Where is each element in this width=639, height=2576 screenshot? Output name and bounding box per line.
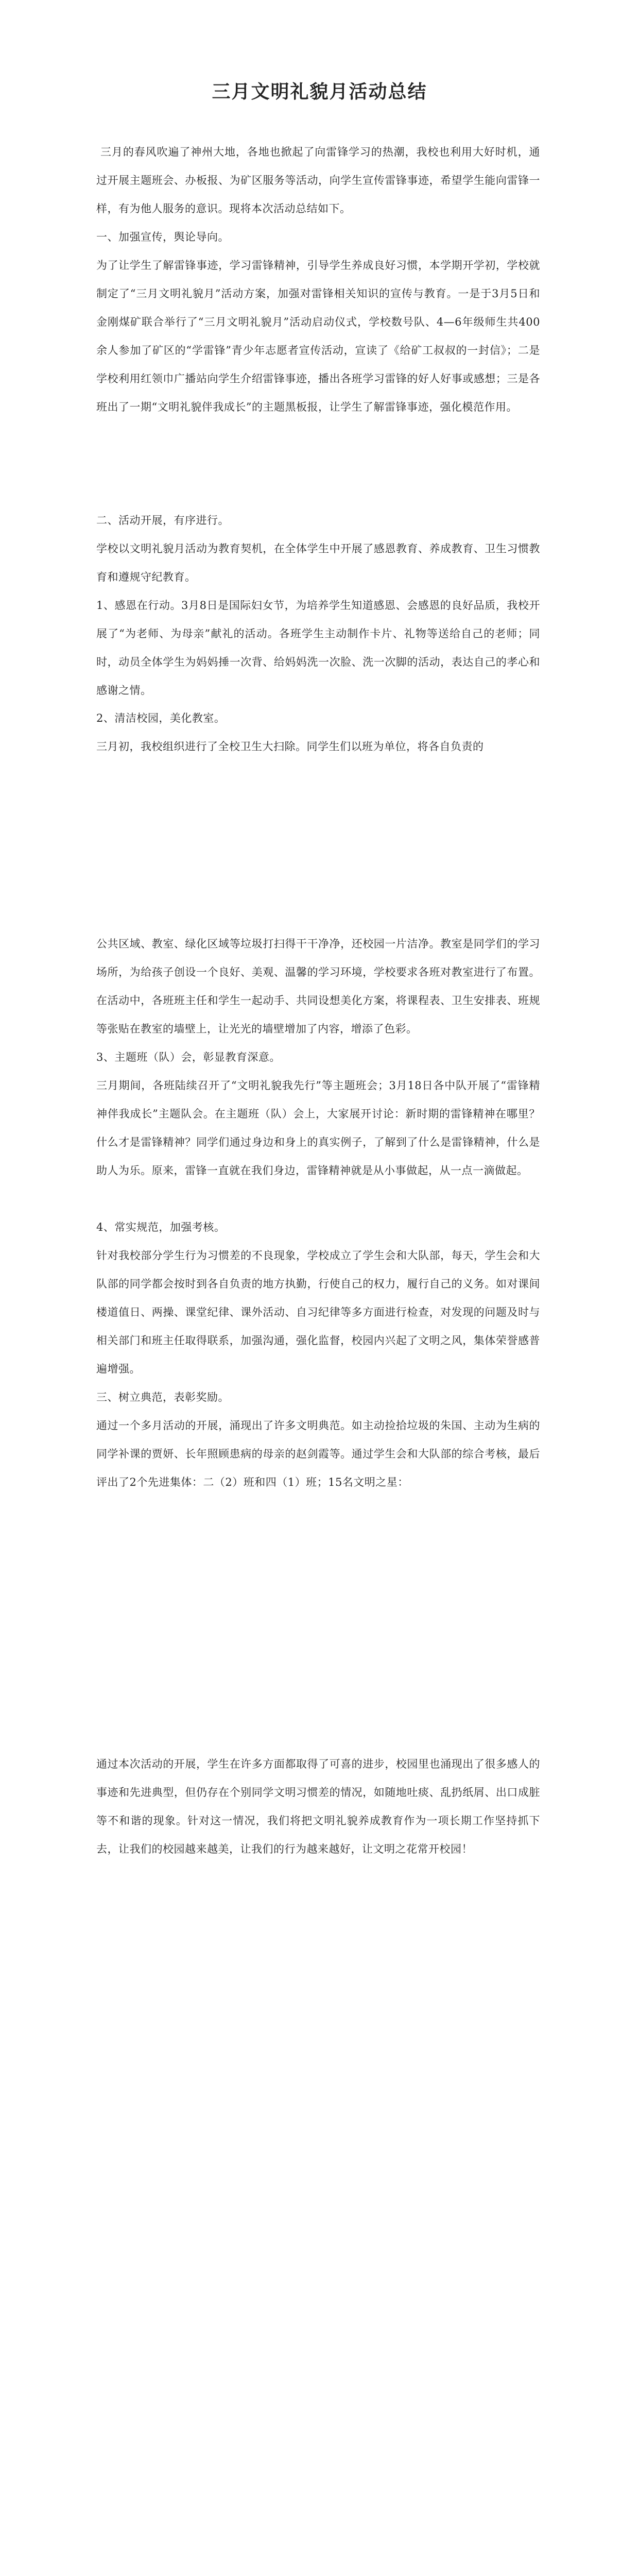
document-title: 三月文明礼貌月活动总结: [212, 81, 427, 103]
paragraph-activities: 学校以文明礼貌月活动为教育契机，在全体学生中开展了感恩教育、养成教育、卫生习惯教育和遵规守纪教育。: [96, 543, 540, 583]
section-heading-1: 一、加强宣传，舆论导向。: [96, 231, 229, 243]
paragraph-standards: 针对我校部分学生行为习惯差的不良现象，学校成立了学生会和大队部，每天，学生会和大队部的同学都会按时到各自负责的地方执勤，行使自己的权力，履行自己的义务。如对课间楼道值日、两操、课堂纪律、课外活动、自习纪律等多方面进行检查，对发现的问题及时与相关部门和班主任取得联系，加强沟通，强化监督，校园内兴起了文明之风，集体荣誉感普遍增强。: [96, 1249, 540, 1375]
intro-paragraph: 三月的春风吹遍了神州大地，各地也掀起了向雷锋学习的热潮，我校也利用大好时机，通过开展主题班会、办板报、为矿区服务等活动，向学生宣传雷锋事迹，希望学生能向雷锋一样，有为他人服务的意识。现将本次活动总结如下。: [96, 146, 540, 215]
paragraph-gratitude: 1、感恩在行动。3月8日是国际妇女节，为培养学生知道感恩、会感恩的良好品质，我校开展了“为老师、为母亲”献礼的活动。各班学生主动制作卡片、礼物等送给自己的老师；同时，动员全体学生为妈妈捶一次背、给妈妈洗一次脸、洗一次脚的活动，表达自己的孝心和感谢之情。: [96, 599, 540, 697]
paragraph-awards: 通过一个多月活动的开展，涌现出了许多文明典范。如主动捡拾垃圾的朱国、主动为生病的同学补课的贾妍、长年照顾患病的母亲的赵剑霞等。通过学生会和大队部的综合考核，最后评出了2个先进集体：二（2）班和四（1）班；15名文明之星：: [96, 1419, 540, 1488]
section-heading-3: 三、树立典范，表彰奖励。: [96, 1391, 229, 1403]
paragraph-cleaning-cont: 公共区域、教室、绿化区域等垃圾打扫得干干净净，还校园一片洁净。教室是同学们的学习场所，为给孩子创设一个良好、美观、温馨的学习环境，学校要求各班对教室进行了布置。在活动中，各班班主任和学生一起动手、共同设想美化方案，将课程表、卫生安排表、班规等张贴在教室的墙壁上，让光光的墙壁增加了内容，增添了色彩。: [96, 938, 540, 1035]
subheading-clean-campus: 2、清洁校园，美化教室。: [96, 712, 226, 724]
subheading-class-meeting: 3、主题班（队）会，彰显教育深意。: [96, 1051, 281, 1063]
section-heading-2: 二、活动开展，有序进行。: [96, 514, 229, 527]
paragraph-publicity: 为了让学生了解雷锋事迹，学习雷锋精神，引导学生养成良好习惯，本学期开学初，学校就制定了“三月文明礼貌月”活动方案，加强对雷锋相关知识的宣传与教育。一是于3月5日和金刚煤矿联合举行了“三月文明礼貌月”活动启动仪式，学校数号队、4—6年级师生共400余人参加了矿区的“学雷锋”青少年志愿者宣传活动，宣读了《给矿工叔叔的一封信》；二是学校利用红领巾广播站向学生介绍雷锋事迹，播出各班学习雷锋的好人好事或感想；三是各班出了一期“文明礼貌伴我成长”的主题黑板报，让学生了解雷锋事迹，强化模范作用。: [96, 259, 540, 413]
paragraph-cleaning-start: 三月初，我校组织进行了全校卫生大扫除。同学生们以班为单位，将各自负责的: [96, 740, 484, 753]
paragraph-conclusion: 通过本次活动的开展，学生在许多方面都取得了可喜的进步，校园里也涌现出了很多感人的事迹和先进典型，但仍存在个别同学文明习惯差的情况，如随地吐痰、乱扔纸屑、出口成脏等不和谐的现象。针对这一情况，我们将把文明礼貌养成教育作为一项长期工作坚持抓下去，让我们的校园越来越美，让我们的行为越来越好，让文明之花常开校园！: [96, 1758, 540, 1855]
subheading-standards: 4、常实规范，加强考核。: [96, 1221, 226, 1233]
paragraph-class-meeting: 三月期间，各班陆续召开了“文明礼貌我先行”等主题班会；3月18日各中队开展了“雷锋精神伴我成长”主题队会。在主题班（队）会上，大家展开讨论：新时期的雷锋精神在哪里？什么才是雷锋精神？同学们通过身边和身上的真实例子，了解到了什么是雷锋精神，什么是助人为乐。原来，雷锋一直就在我们身边，雷锋精神就是从小事做起，从一点一滴做起。: [96, 1079, 540, 1177]
